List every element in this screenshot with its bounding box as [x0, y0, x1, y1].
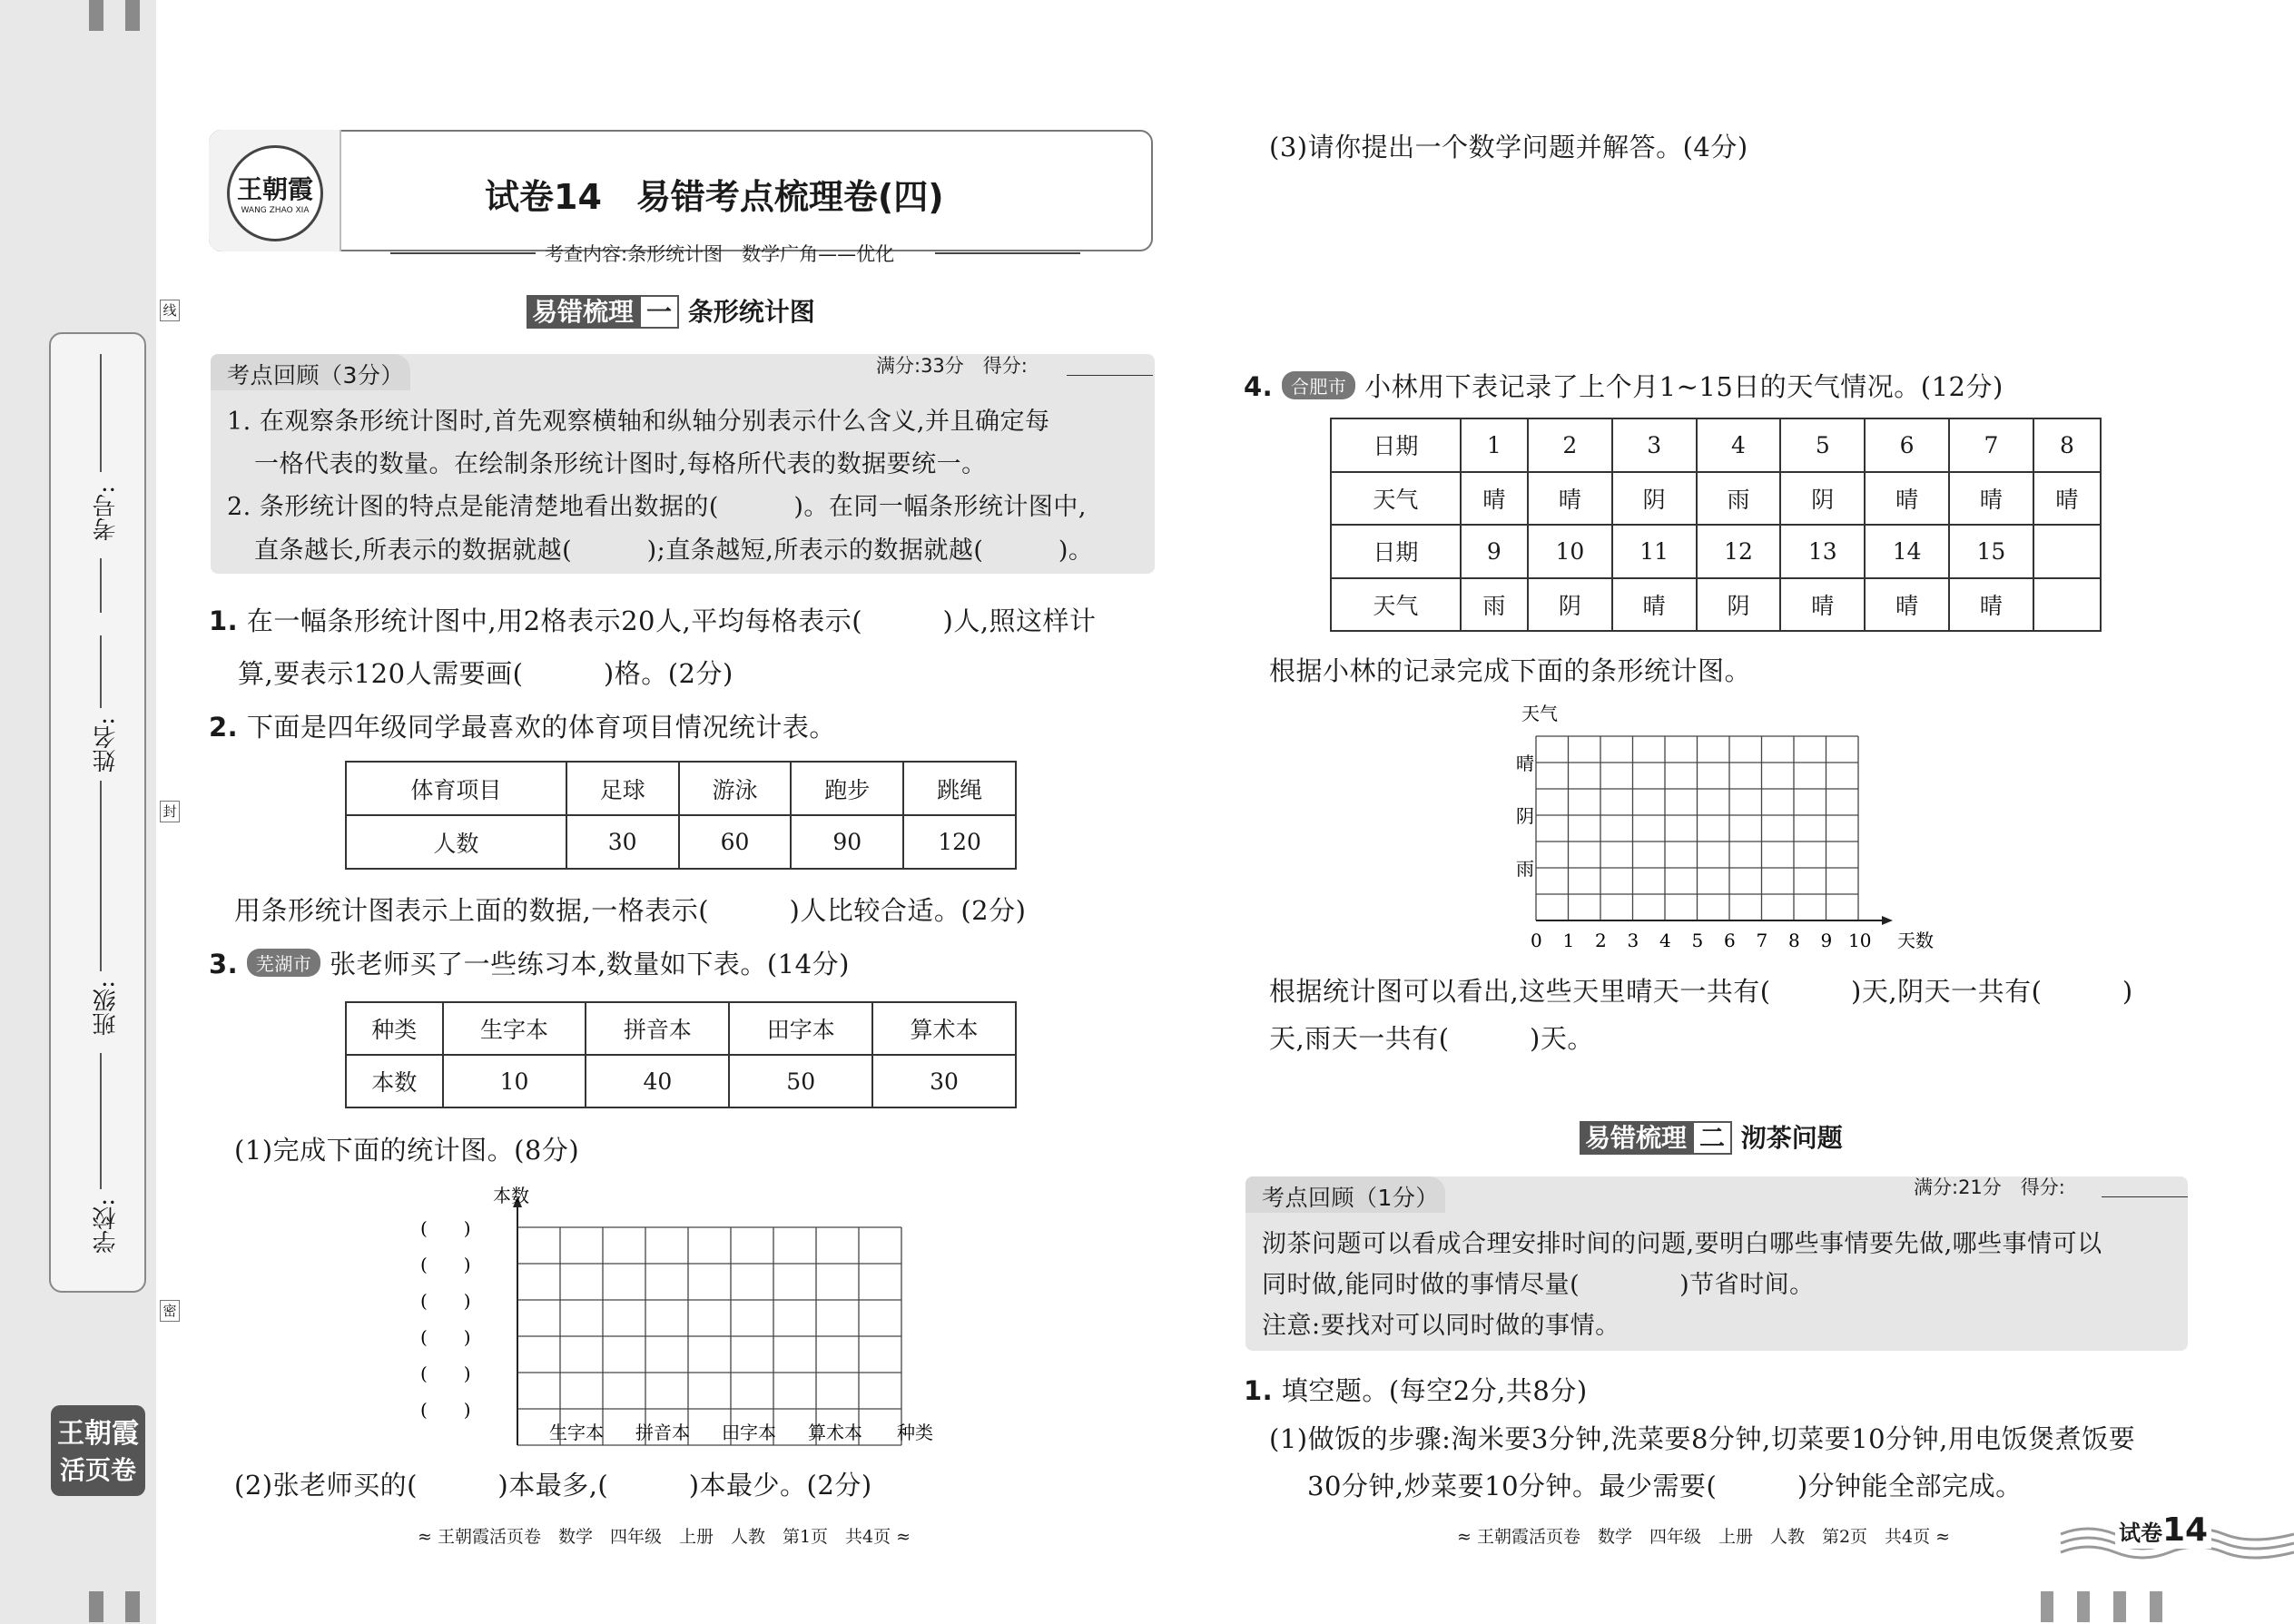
question-number: 3. [209, 949, 239, 979]
exam-number-line [100, 558, 102, 613]
table-cell: 阴 [1528, 578, 1612, 632]
table-cell: 60 [679, 815, 792, 869]
binding-tab [89, 1591, 103, 1622]
table-cell: 2 [1528, 418, 1612, 472]
publisher-seal [227, 145, 323, 241]
binding-tab [2041, 1591, 2053, 1622]
table-cell [2033, 525, 2101, 578]
x-tick-label: 生字本 [549, 1422, 604, 1443]
page-subtitle: 考查内容:条形统计图 数学广角——优化 [545, 243, 895, 265]
y-tick-label: 阴 [1516, 805, 1534, 827]
x-tick-label: 9 [1820, 930, 1833, 951]
review-line: 一格代表的数量。在绘制条形统计图时,每格所代表的数据要统一。 [254, 450, 987, 478]
table-cell: 阴 [1780, 472, 1865, 526]
review-title: 考点回顾（1分） [1262, 1185, 1439, 1211]
weather-chart [1498, 694, 1934, 958]
review-line: 同时做,能同时做的事情尽量( )节省时间。 [1262, 1271, 1815, 1299]
brand-logo [51, 1405, 145, 1496]
x-tick-label: 5 [1691, 930, 1704, 951]
x-tick-label: 7 [1756, 930, 1768, 951]
y-tick-label: 雨 [1516, 858, 1534, 880]
student-info-box [49, 332, 146, 1293]
table-row [346, 815, 1016, 869]
table-cell: 30 [872, 1055, 1016, 1107]
y-tick-label[interactable]: ( ) [420, 1326, 471, 1348]
review-line: 沏茶问题可以看成合理安排时间的问题,要明白哪些事情要先做,哪些事情可以 [1262, 1230, 2102, 1258]
x-axis-label: 天数 [1897, 930, 1934, 951]
table-cell: 晴 [1612, 578, 1697, 632]
table-cell: 晴 [1949, 578, 2033, 632]
question-4 [1244, 367, 2004, 404]
table-cell: 田字本 [729, 1002, 872, 1055]
question-number: 1. [209, 605, 239, 636]
table-cell: 算术本 [872, 1002, 1016, 1055]
table-cell: 日期 [1331, 525, 1461, 578]
section-label: 易错梳理 [1580, 1121, 1692, 1155]
table-cell: 种类 [346, 1002, 443, 1055]
chart-grid [513, 1196, 901, 1445]
table-cell: 阴 [1697, 578, 1781, 632]
table-cell: 7 [1949, 418, 2033, 472]
table-row [1331, 578, 2101, 632]
y-tick-label[interactable]: ( ) [420, 1254, 471, 1275]
x-tick-label: 3 [1627, 930, 1639, 951]
brand-name: 王朝霞 [57, 1418, 139, 1450]
question-text: (2)张老师买的( )本最多,( )本最少。(2分) [234, 1470, 872, 1501]
table-cell: 雨 [1697, 472, 1781, 526]
binding-tab [2077, 1591, 2090, 1622]
question-text: 用条形统计图表示上面的数据,一格表示( )人比较合适。(2分) [234, 895, 1027, 926]
binding-tab [2150, 1591, 2162, 1622]
region-badge: 芜湖市 [247, 949, 321, 977]
table-cell: 本数 [346, 1055, 443, 1107]
table-cell: 晴 [1780, 578, 1865, 632]
review-line: 注意:要找对可以同时做的事情。 [1262, 1312, 1620, 1340]
table-cell: 晴 [2033, 472, 2101, 526]
table-cell: 晴 [1865, 472, 1949, 526]
table-cell: 晴 [1528, 472, 1612, 526]
brand-subname: 活页卷 [59, 1455, 136, 1485]
table-cell: 15 [1949, 525, 2033, 578]
page-footer: ≈ 王朝霞活页卷 数学 四年级 上册 人教 第1页 共4页 ≈ [418, 1527, 911, 1547]
section-title: 沏茶问题 [1740, 1123, 1843, 1153]
cut-mark: 封 [160, 801, 180, 822]
section-number: 一 [639, 295, 679, 329]
weather-table [1330, 418, 2102, 632]
table-cell: 天气 [1331, 472, 1461, 526]
question-text: 小林用下表记录了上个月1~15日的天气情况。(12分) [1364, 371, 2004, 402]
table-cell: 雨 [1461, 578, 1528, 632]
paper-label [2115, 1511, 2211, 1549]
question-text: 在一幅条形统计图中,用2格表示20人,平均每格表示( )人,照这样计 [246, 605, 1097, 636]
name-line [100, 635, 102, 708]
table-cell: 人数 [346, 815, 566, 869]
table-cell: 120 [903, 815, 1016, 869]
table-cell: 9 [1461, 525, 1528, 578]
question-text: (1)完成下面的统计图。(8分) [234, 1135, 580, 1166]
question-text: 30分钟,炒菜要10分钟。最少需要( )分钟能全部完成。 [1307, 1471, 2023, 1501]
score-line: 满分:33分 得分: [876, 355, 1028, 377]
question-text: 下面是四年级同学最喜欢的体育项目情况统计表。 [246, 712, 836, 743]
binding-tab [89, 0, 103, 31]
question-text: 算,要表示120人需要画( )格。(2分) [238, 658, 733, 689]
table-cell: 30 [566, 815, 679, 869]
y-tick-label[interactable]: ( ) [420, 1363, 471, 1384]
review-line: 直条越长,所表示的数据就越( );直条越短,所表示的数据就越( )。 [254, 536, 1094, 565]
table-cell: 3 [1612, 418, 1697, 472]
paper-number: 14 [2162, 1511, 2209, 1549]
review-title: 考点回顾（3分） [227, 362, 404, 389]
x-tick-label: 10 [1848, 930, 1872, 951]
table-cell: 40 [586, 1055, 729, 1107]
section-heading-1 [527, 292, 815, 329]
table-cell: 体育项目 [346, 762, 566, 815]
binding-tab [125, 0, 140, 31]
binding-tab [2113, 1591, 2126, 1622]
x-axis-arrow [1882, 916, 1893, 925]
table-row [346, 1002, 1016, 1055]
table-cell [2033, 578, 2101, 632]
table-row [346, 762, 1016, 815]
table-cell: 跑步 [791, 762, 903, 815]
question-text: 天,雨天一共有( )天。 [1269, 1023, 1594, 1054]
x-axis-label: 种类 [897, 1422, 933, 1443]
table-cell: 10 [443, 1055, 586, 1107]
table-cell: 5 [1780, 418, 1865, 472]
subtitle-rule [390, 252, 536, 254]
x-tick-label: 8 [1788, 930, 1800, 951]
seal-subtext: WANG ZHAO XIA [241, 206, 310, 215]
score-blank[interactable] [1067, 375, 1153, 376]
cut-mark: 线 [160, 300, 180, 321]
name-label: 姓名: [93, 717, 120, 773]
y-tick-label: 晴 [1516, 753, 1534, 774]
question-1-right [1244, 1371, 1588, 1408]
table-row [1331, 525, 2101, 578]
table-cell: 10 [1528, 525, 1612, 578]
y-axis-label: 本数 [493, 1185, 529, 1206]
table-cell: 天气 [1331, 578, 1461, 632]
class-label: 班级: [93, 980, 120, 1036]
y-tick-label[interactable]: ( ) [420, 1290, 471, 1312]
paper-label-text: 试卷 [2119, 1521, 2162, 1546]
table-cell: 晴 [1949, 472, 2033, 526]
table-row [346, 1055, 1016, 1107]
table-cell: 1 [1461, 418, 1528, 472]
table-cell: 12 [1697, 525, 1781, 578]
table-cell: 14 [1865, 525, 1949, 578]
table-cell: 拼音本 [586, 1002, 729, 1055]
table-cell: 90 [791, 815, 903, 869]
table-cell: 50 [729, 1055, 872, 1107]
table-cell: 日期 [1331, 418, 1461, 472]
exam-number-line [100, 354, 102, 472]
table-cell: 跳绳 [903, 762, 1016, 815]
page-title: 试卷14 易错考点梳理卷(四) [485, 177, 944, 217]
chart-grid [1536, 736, 1893, 925]
x-tick-label: 拼音本 [635, 1422, 690, 1443]
table-cell: 生字本 [443, 1002, 586, 1055]
x-tick-label: 田字本 [722, 1422, 776, 1443]
table-cell: 阴 [1612, 472, 1697, 526]
table-cell: 晴 [1461, 472, 1528, 526]
question-1 [209, 601, 1097, 638]
section-label: 易错梳理 [527, 295, 639, 329]
class-line [100, 781, 102, 971]
x-tick-label: 0 [1531, 930, 1542, 951]
binding-tab [125, 1591, 140, 1622]
question-2 [209, 707, 836, 744]
exam-number-label: 考号: [93, 486, 120, 541]
question-text: (1)做饭的步骤:淘米要3分钟,洗菜要8分钟,切菜要10分钟,用电饭煲煮饭要 [1269, 1423, 2136, 1454]
score-line: 满分:21分 得分: [1914, 1176, 2065, 1198]
y-tick-label[interactable]: ( ) [420, 1399, 471, 1421]
notebook-table [345, 1001, 1017, 1108]
school-label: 学校: [93, 1198, 120, 1254]
region-badge: 合肥市 [1282, 371, 1356, 399]
page-footer: ≈ 王朝霞活页卷 数学 四年级 上册 人教 第2页 共4页 ≈ [1457, 1527, 1951, 1547]
sports-table [345, 761, 1017, 870]
notebook-chart [399, 1180, 962, 1452]
table-cell: 13 [1780, 525, 1865, 578]
table-cell: 6 [1865, 418, 1949, 472]
question-text: (3)请你提出一个数学问题并解答。(4分) [1269, 132, 1748, 162]
x-tick-label: 4 [1659, 930, 1671, 951]
table-cell: 8 [2033, 418, 2101, 472]
question-text: 根据小林的记录完成下面的条形统计图。 [1269, 655, 1752, 686]
question-number: 4. [1244, 371, 1274, 402]
table-cell: 11 [1612, 525, 1697, 578]
review-line: 1. 在观察条形统计图时,首先观察横轴和纵轴分别表示什么含义,并且确定每 [227, 408, 1050, 436]
question-text: 根据统计图可以看出,这些天里晴天一共有( )天,阴天一共有( ) [1269, 976, 2133, 1007]
subtitle-rule [935, 252, 1080, 254]
x-tick-label: 2 [1595, 930, 1607, 951]
table-cell: 4 [1697, 418, 1781, 472]
table-cell: 足球 [566, 762, 679, 815]
y-axis-label: 天气 [1521, 703, 1558, 724]
x-tick-label: 6 [1724, 930, 1736, 951]
cut-mark: 密 [160, 1300, 180, 1322]
section-heading-2 [1580, 1118, 1843, 1155]
section-title: 条形统计图 [687, 297, 815, 327]
review-line: 2. 条形统计图的特点是能清楚地看出数据的( )。在同一幅条形统计图中, [227, 493, 1087, 521]
question-number: 1. [1244, 1375, 1274, 1406]
table-cell: 晴 [1865, 578, 1949, 632]
school-line [100, 1053, 102, 1189]
question-text: 填空题。(每空2分,共8分) [1281, 1375, 1588, 1406]
table-cell: 游泳 [679, 762, 792, 815]
table-row [1331, 418, 2101, 472]
section-number: 二 [1692, 1121, 1732, 1155]
x-tick-label: 1 [1562, 930, 1575, 951]
question-3 [209, 944, 850, 981]
y-tick-label[interactable]: ( ) [420, 1217, 471, 1239]
seal-text: 王朝霞 [236, 174, 313, 204]
x-tick-label: 算术本 [808, 1422, 862, 1443]
score-blank[interactable] [2102, 1196, 2188, 1197]
table-row [1331, 472, 2101, 526]
question-text: 张老师买了一些练习本,数量如下表。(14分) [330, 949, 850, 979]
question-number: 2. [209, 712, 239, 743]
